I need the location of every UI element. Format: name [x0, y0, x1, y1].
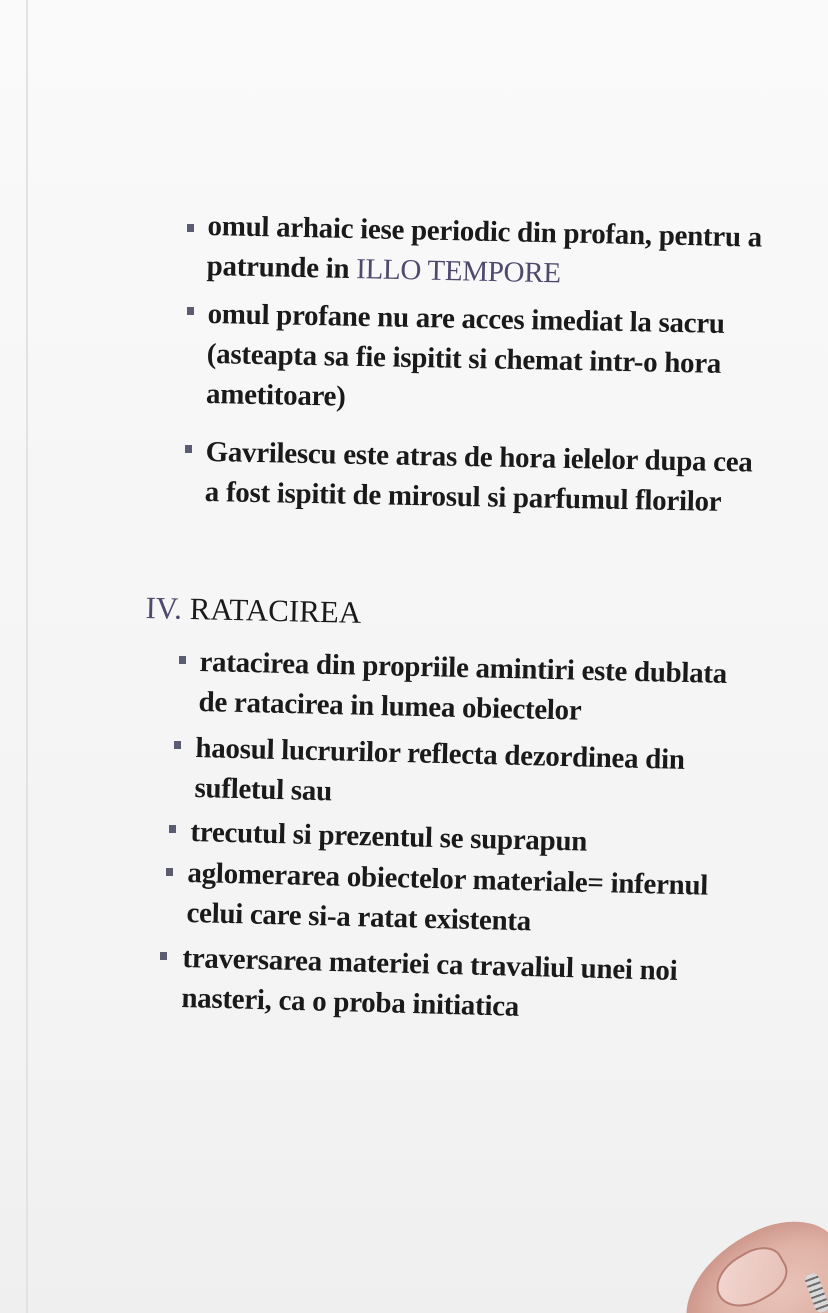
list-item-line: ametitoare) — [205, 377, 346, 413]
list-item — [206, 294, 725, 424]
illo-tempore-highlight: ILLO TEMPORE — [355, 253, 562, 290]
bullet-icon — [187, 307, 194, 315]
list-item — [194, 728, 685, 820]
bullet-icon — [179, 656, 186, 664]
bullet-icon — [174, 741, 181, 749]
list-item-line: haosul lucrurilor reflecta dezordinea din — [195, 731, 686, 776]
list-item-line: omul profane nu are acces imediat la sacru — [207, 297, 725, 340]
list-item-line: (asteapta sa fie ispitit si chemat intr-o hora — [206, 337, 722, 380]
list-item-line: ratacirea din propriile amintiri este dublata — [199, 645, 728, 690]
list-item — [181, 938, 678, 1031]
bullet-icon — [187, 224, 194, 232]
list-item-line: aglomerarea obiectelor materiale= infernul — [187, 856, 709, 902]
list-item-line: celui care si-a ratat existenta — [186, 896, 532, 938]
section-heading — [145, 588, 362, 633]
list-item-line: de ratacirea in lumea obiectelor — [198, 685, 582, 727]
list-item-line: sufletul sau — [194, 771, 333, 808]
section-title: RATACIREA — [189, 591, 362, 630]
list-item — [186, 853, 708, 946]
list-item-line: nasteri, ca o proba initiatica — [181, 981, 520, 1023]
list-item-line: patrunde in ILLO TEMPORE — [206, 249, 562, 290]
list-item — [198, 642, 727, 734]
bullet-icon — [169, 825, 176, 833]
list-item — [206, 206, 762, 298]
list-item-line: trecutul si prezentul se suprapun — [190, 815, 588, 858]
bullet-icon — [185, 445, 192, 453]
bullet-icon — [160, 952, 167, 960]
section-number: IV. — [145, 589, 183, 626]
bullet-icon — [166, 868, 173, 876]
list-item-line: a fost ispitit de mirosul si parfumul florilor — [204, 475, 722, 518]
list-item — [204, 432, 752, 522]
page-edge — [26, 0, 28, 1313]
list-item-line: traversarea materiei ca travaliul unei noi — [182, 941, 678, 987]
list-item-line: omul arhaic iese periodic din profan, pentru a — [207, 209, 763, 254]
list-item-line: Gavrilescu este atras de hora ielelor dupa cea — [205, 435, 753, 479]
